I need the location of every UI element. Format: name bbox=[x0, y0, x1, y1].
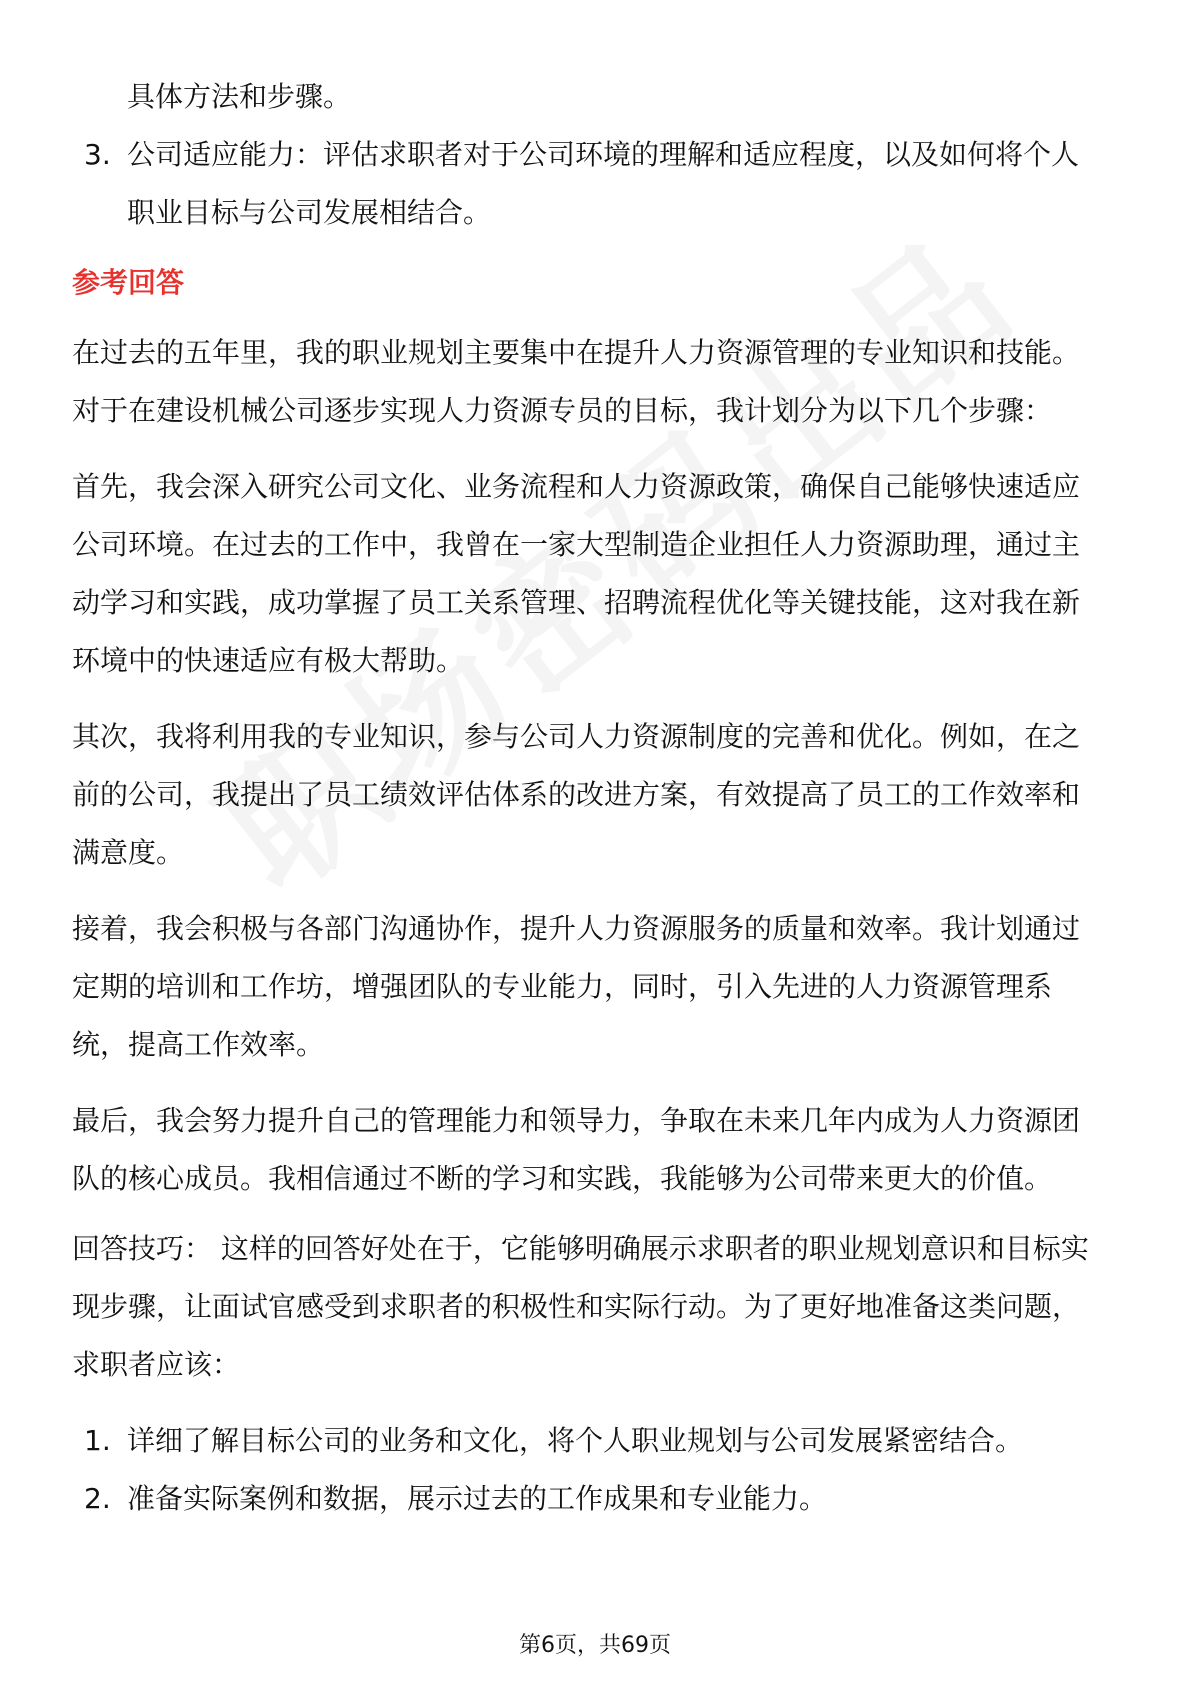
paragraph-line: 环境中的快速适应有极大帮助。 bbox=[72, 644, 465, 677]
paragraph-line: 公司环境。在过去的工作中，我曾在一家大型制造企业担任人力资源助理，通过主 bbox=[72, 528, 1081, 561]
intro-continuation: 具体方法和步骤。 bbox=[127, 80, 352, 113]
list-item-3 bbox=[72, 126, 1132, 242]
paragraph-line: 队的核心成员。我相信通过不断的学习和实践，我能够为公司带来更大的价值。 bbox=[72, 1162, 1053, 1195]
list-item bbox=[72, 1412, 1132, 1470]
paragraph-line: 动学习和实践，成功掌握了员工关系管理、招聘流程优化等关键技能，这对我在新 bbox=[72, 586, 1081, 619]
list-item-text-line: 职业目标与公司发展相结合。 bbox=[127, 196, 492, 229]
paragraph-line: 对于在建设机械公司逐步实现人力资源专员的目标，我计划分为以下几个步骤： bbox=[72, 394, 1053, 427]
paragraph-last bbox=[72, 1092, 1132, 1208]
paragraph-line: 接着，我会积极与各部门沟通协作，提升人力资源服务的质量和效率。我计划通过 bbox=[72, 912, 1081, 945]
list-item-text-line: 公司适应能力：评估求职者对于公司环境的理解和适应程度，以及如何将个人 bbox=[127, 138, 1080, 171]
list-number: 3. bbox=[84, 138, 111, 171]
list-item bbox=[72, 1470, 1132, 1528]
paragraph-third bbox=[72, 900, 1132, 1074]
paragraph-first bbox=[72, 458, 1132, 690]
list-number: 1. bbox=[84, 1424, 111, 1457]
paragraph-line: 回答技巧： 这样的回答好处在于，它能够明确展示求职者的职业规划意识和目标实 bbox=[72, 1232, 1089, 1265]
paragraph-line: 首先，我会深入研究公司文化、业务流程和人力资源政策，确保自己能够快速适应 bbox=[72, 470, 1081, 503]
paragraph-second bbox=[72, 708, 1132, 882]
paragraph-line: 前的公司，我提出了员工绩效评估体系的改进方案，有效提高了员工的工作效率和 bbox=[72, 778, 1081, 811]
page-content bbox=[72, 68, 1132, 1528]
paragraph-line: 定期的培训和工作坊，增强团队的专业能力，同时，引入先进的人力资源管理系 bbox=[72, 970, 1053, 1003]
paragraph-line: 其次，我将利用我的专业知识，参与公司人力资源制度的完善和优化。例如，在之 bbox=[72, 720, 1081, 753]
list-number: 2. bbox=[84, 1482, 111, 1515]
paragraph-line: 满意度。 bbox=[72, 836, 185, 869]
list-item-text: 准备实际案例和数据，展示过去的工作成果和专业能力。 bbox=[127, 1482, 828, 1515]
paragraph-line: 统，提高工作效率。 bbox=[72, 1028, 325, 1061]
paragraph-line: 现步骤，让面试官感受到求职者的积极性和实际行动。为了更好地准备这类问题， bbox=[72, 1290, 1081, 1323]
paragraph-intro bbox=[72, 324, 1132, 440]
paragraph-line: 求职者应该： bbox=[72, 1348, 241, 1381]
answer-tips bbox=[72, 1220, 1132, 1394]
tips-list bbox=[72, 1412, 1132, 1528]
paragraph-line: 在过去的五年里，我的职业规划主要集中在提升人力资源管理的专业知识和技能。 bbox=[72, 336, 1081, 369]
page-footer: 第6页，共69页 bbox=[519, 1633, 671, 1658]
section-heading: 参考回答 bbox=[72, 266, 185, 299]
paragraph-line: 最后，我会努力提升自己的管理能力和领导力，争取在未来几年内成为人力资源团 bbox=[72, 1104, 1081, 1137]
list-item-text: 详细了解目标公司的业务和文化，将个人职业规划与公司发展紧密结合。 bbox=[127, 1424, 1024, 1457]
